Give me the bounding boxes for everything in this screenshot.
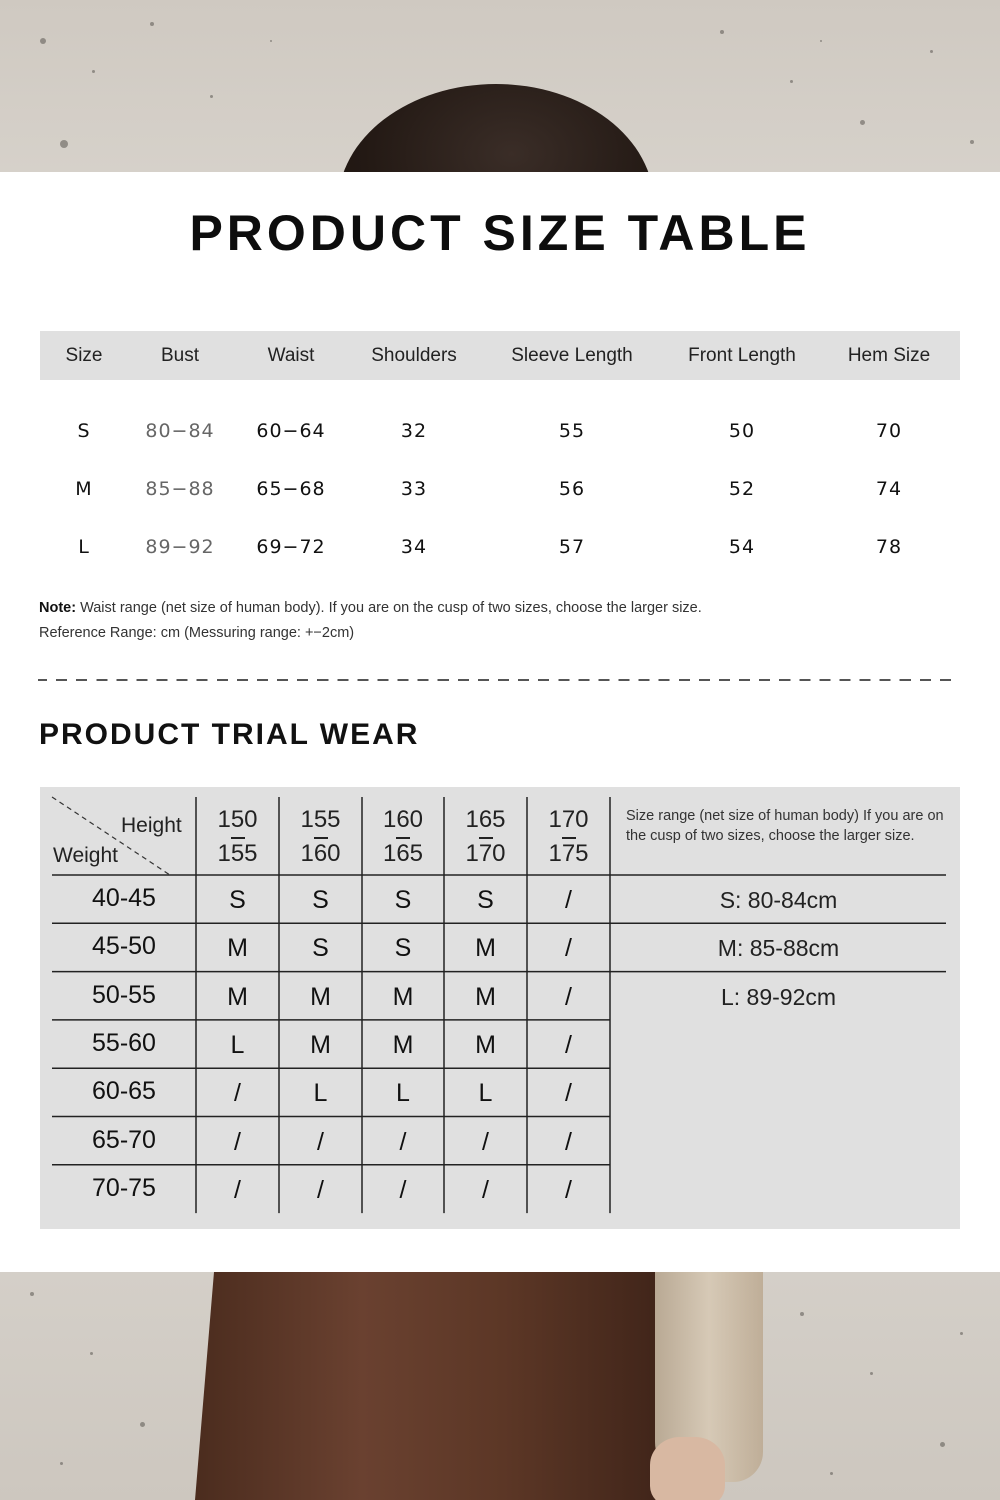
trial-size-cell: M	[475, 934, 496, 963]
trial-size-cell: /	[482, 1127, 489, 1156]
note-text: Waist range (net size of human body). If you are on the cusp of two sizes, choose the larger size.	[76, 600, 702, 616]
model-hair-photo	[338, 84, 654, 172]
size-table-cell: 54	[728, 536, 756, 558]
bust-range-value: S: 80-84cm	[719, 887, 838, 913]
size-table-cell: M	[75, 478, 93, 500]
hand-photo	[650, 1437, 725, 1500]
size-table-cell: 74	[875, 478, 903, 500]
weight-label: 70-75	[92, 1173, 156, 1202]
trial-size-cell: M	[475, 982, 496, 1011]
weight-label: 45-50	[92, 932, 156, 961]
note-line	[39, 596, 702, 621]
table-row	[40, 460, 960, 518]
height-to: 160	[300, 839, 341, 867]
trial-size-cell: S	[312, 934, 329, 963]
trial-size-cell: S	[394, 934, 412, 963]
brown-skirt-photo	[195, 1272, 670, 1500]
trial-size-cell: M	[310, 982, 331, 1011]
bust-range-value: L: 89-92cm	[720, 983, 837, 1010]
wall-speck	[150, 22, 154, 26]
trial-size-cell: /	[565, 1127, 572, 1156]
top-model-photo	[0, 0, 1000, 172]
trial-size-cell: /	[565, 886, 572, 914]
size-table-cell: S	[77, 420, 91, 442]
size-table-header-cell: Sleeve Length	[511, 344, 633, 366]
height-axis-label: Height	[121, 814, 182, 837]
trial-size-cell: M	[310, 1030, 331, 1059]
trial-size-cell: M	[227, 934, 248, 963]
trial-size-cell: L	[230, 1030, 245, 1059]
trial-size-cell: /	[565, 982, 572, 1011]
wall-speck	[90, 1352, 93, 1355]
trial-size-cell: S	[394, 886, 412, 914]
wall-speck	[970, 140, 974, 144]
trial-size-cell: /	[565, 1175, 572, 1204]
size-table-cell: 69−72	[256, 536, 326, 558]
size-table-header-cell: Front Length	[688, 344, 796, 366]
height-header-cell	[527, 801, 610, 872]
size-table-cell: 52	[728, 478, 756, 500]
trial-size-cell: S	[477, 886, 494, 914]
size-chart-card	[0, 172, 1000, 1272]
wall-speck	[210, 95, 213, 98]
wall-speck	[800, 1312, 804, 1316]
wall-speck	[720, 30, 724, 34]
table-row	[40, 402, 960, 460]
size-table-cell: L	[78, 536, 90, 558]
size-table-header-cell: Hem Size	[847, 344, 931, 366]
size-table-cell: 33	[400, 478, 428, 500]
trial-size-cell: S	[229, 886, 246, 914]
trial-size-cell: /	[234, 1175, 241, 1204]
height-from: 150	[217, 806, 258, 833]
weight-label: 60-65	[92, 1077, 156, 1106]
trial-size-cell: /	[565, 1079, 572, 1108]
size-table-cell: 32	[400, 420, 428, 442]
trial-size-cell: S	[312, 886, 329, 914]
page-title: PRODUCT SIZE TABLE	[189, 205, 811, 261]
trial-size-cell: M	[475, 1030, 496, 1059]
weight-axis-label: Weight	[53, 844, 118, 867]
height-header-cell	[362, 801, 444, 872]
wall-speck	[940, 1442, 945, 1447]
size-notes	[39, 596, 702, 646]
size-table-cell: 56	[558, 478, 586, 500]
trial-size-cell: /	[482, 1175, 489, 1204]
weight-label: 50-55	[92, 980, 156, 1009]
wall-speck	[820, 40, 822, 42]
size-table	[40, 331, 960, 576]
height-header-cell	[279, 801, 362, 872]
wall-speck	[860, 120, 865, 125]
trial-size-cell: M	[392, 982, 414, 1011]
wall-speck	[60, 140, 68, 148]
trial-size-cell: /	[317, 1175, 324, 1204]
weight-label: 65-70	[92, 1125, 156, 1154]
note-label: Note:	[39, 600, 77, 616]
height-from: 170	[548, 806, 589, 833]
wall-speck	[270, 40, 272, 42]
table-row	[40, 518, 960, 576]
size-table-header-cell: Size	[65, 344, 103, 366]
size-table-cell: 89−92	[145, 536, 215, 558]
trial-wear-table	[40, 787, 960, 1229]
wall-speck	[930, 50, 933, 53]
reference-range: Reference Range: cm (Messuring range: +−2cm)	[39, 625, 355, 641]
size-table-cell: 34	[400, 536, 428, 558]
size-table-cell: 55	[558, 420, 586, 442]
size-range-note: Size range (net size of human body) If you are on the cusp of two sizes, choose the larger size.	[626, 808, 944, 844]
height-header-cell	[196, 801, 279, 872]
height-header-cell	[444, 801, 527, 872]
trial-size-cell: /	[234, 1079, 241, 1108]
wall-speck	[140, 1422, 145, 1427]
size-table-header-cell: Bust	[160, 344, 200, 366]
trial-wear-title: PRODUCT TRIAL WEAR	[39, 718, 420, 751]
height-to: 155	[217, 839, 258, 867]
wall-speck	[60, 1462, 63, 1465]
wall-speck	[40, 38, 46, 44]
dashed-divider	[38, 679, 960, 681]
size-table-cell: 65−68	[256, 478, 326, 500]
height-from: 155	[300, 806, 341, 833]
trial-size-cell: /	[399, 1127, 407, 1156]
size-table-header	[40, 331, 960, 380]
size-table-cell: 70	[875, 420, 903, 442]
weight-label: 40-45	[92, 884, 156, 912]
height-from: 165	[465, 806, 506, 833]
wall-speck	[30, 1292, 34, 1296]
size-table-cell: 78	[875, 536, 903, 558]
bust-range-value: M: 85-88cm	[717, 935, 840, 962]
height-to: 175	[548, 839, 589, 867]
wall-speck	[830, 1472, 833, 1475]
size-table-header-cell: Shoulders	[371, 344, 457, 366]
trial-size-cell: /	[565, 934, 572, 963]
trial-size-cell: L	[478, 1079, 493, 1108]
bottom-model-photo	[0, 1272, 1000, 1500]
size-table-cell: 60−64	[256, 420, 326, 442]
wall-speck	[790, 80, 793, 83]
size-table-header-cell: Waist	[267, 344, 315, 366]
size-table-cell: 50	[728, 420, 756, 442]
height-to: 165	[382, 839, 424, 867]
size-table-cell: 57	[558, 536, 586, 558]
height-to: 170	[465, 839, 506, 867]
wall-speck	[92, 70, 95, 73]
trial-size-cell: M	[227, 982, 248, 1011]
size-table-body	[40, 402, 960, 576]
trial-size-cell: /	[317, 1127, 324, 1156]
trial-size-cell: /	[565, 1030, 572, 1059]
size-table-cell: 80−84	[145, 420, 215, 442]
height-from: 160	[382, 806, 424, 833]
trial-size-cell: M	[392, 1030, 414, 1059]
trial-size-cell: L	[313, 1079, 328, 1108]
wall-speck	[870, 1372, 873, 1375]
trial-size-cell: L	[396, 1079, 410, 1108]
trial-size-cell: /	[399, 1175, 407, 1204]
trial-size-cell: /	[234, 1127, 241, 1156]
wall-speck	[960, 1332, 963, 1335]
weight-label: 55-60	[92, 1028, 156, 1057]
size-table-cell: 85−88	[145, 478, 215, 500]
